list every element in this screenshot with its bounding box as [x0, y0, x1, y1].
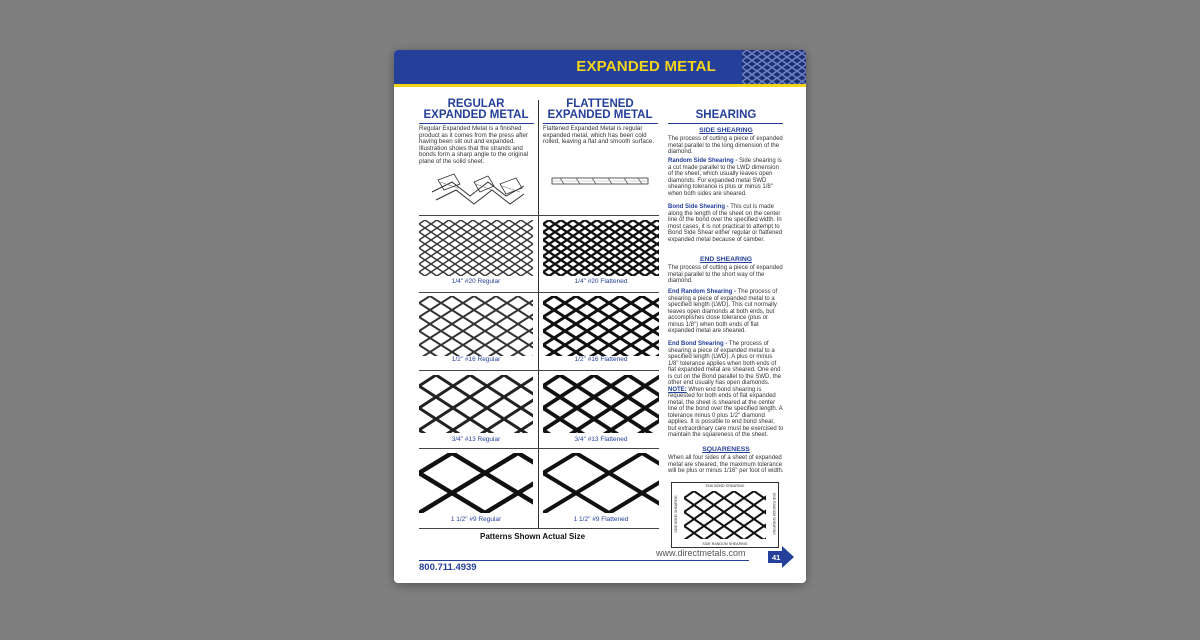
diagram-top-label: END BOND SHEARING	[705, 484, 745, 488]
bond-side-shearing-paragraph	[668, 204, 784, 243]
mesh-caption-regular-4: 1 1/2" #9 Regular	[450, 516, 502, 523]
flattened-title-line2: EXPANDED METAL	[547, 109, 653, 121]
regular-profile-illustration	[430, 170, 526, 210]
shearing-diagram	[671, 482, 779, 548]
regular-description: Regular Expanded Metal is a finished product as it comes from the press after having been slit out and expanded. Illustration shows that the strands and bonds form a sharp angle to the original plane of the solid sheet.	[419, 125, 529, 165]
flattened-title	[540, 99, 660, 121]
mesh-caption-flattened-1: 1/4" #20 Flattened	[574, 278, 628, 285]
squareness-heading: SQUARENESS	[702, 446, 750, 453]
end-shearing-heading: END SHEARING	[699, 256, 753, 263]
mesh-caption-regular-2: 1/2" #16 Regular	[451, 356, 501, 363]
squareness-text: When all four sides of a sheet of expanded metal are sheared, the maximum tolerance will be plus or minus 1/16" per foot of width.	[668, 455, 784, 474]
regular-title-line2: EXPANDED METAL	[423, 109, 529, 121]
column-divider	[538, 100, 539, 528]
end-random-shearing-label: End Random Shearing -	[668, 289, 737, 295]
pattern-grid-top-rule	[419, 215, 659, 216]
footer-rule	[419, 560, 749, 561]
phone-number: 800.711.4939	[419, 562, 477, 573]
pattern-grid-bottom-rule	[419, 528, 659, 529]
regular-title-rule	[419, 123, 534, 124]
diagram-mesh	[684, 491, 766, 539]
mesh-sample-flattened-3	[543, 375, 659, 433]
mesh-sample-regular-3	[419, 375, 535, 433]
pattern-grid-rule-1	[419, 292, 659, 293]
regular-title-line1: REGULAR	[447, 98, 505, 110]
side-shearing-heading: SIDE SHEARING	[699, 127, 753, 134]
website-link[interactable]: www.directmetals.com	[656, 548, 746, 558]
mesh-sample-flattened-2	[543, 296, 659, 356]
mesh-sample-flattened-4	[543, 453, 659, 513]
end-bond-note-text: When end bond shearing is requested for both ends of flat expanded metal, the sheet is sheared at the center line of the bond over the specified length. A tolerance minus 0 plus 1/2" diamond applies. It is possible to end bond shear, but extraordinary care must be exercised to maintain the squareness of the sheet.	[668, 386, 784, 438]
catalog-page	[394, 50, 806, 583]
mesh-caption-flattened-2: 1/2" #16 Flattened	[574, 356, 628, 363]
shearing-title-rule	[668, 123, 783, 124]
diagram-right-label: END RANDOM SHEARING	[772, 493, 776, 535]
flattened-title-rule	[543, 123, 658, 124]
end-bond-shearing-paragraph	[668, 341, 784, 439]
mesh-sample-regular-4	[419, 453, 535, 513]
banner-mesh-image	[742, 50, 806, 84]
banner-title: EXPANDED METAL	[576, 58, 716, 75]
regular-title	[416, 99, 536, 121]
end-random-shearing-text: The process of shearing a piece of expanded metal to a specified length (LWD). This cut normally leaves open diamonds at both ends, but accomplishes close tolerance (plus or minus 1/8") when both ends of flat expanded metal are sheared.	[668, 289, 778, 334]
side-shearing-intro: The process of cutting a piece of expanded metal parallel to the long dimension of the diamond.	[668, 136, 783, 155]
mesh-caption-regular-3: 3/4" #13 Regular	[451, 436, 501, 443]
end-bond-shearing-label: End Bond Shearing -	[668, 341, 728, 347]
mesh-caption-flattened-3: 3/4" #13 Flattened	[574, 436, 628, 443]
end-bond-note-label: NOTE:	[668, 386, 687, 393]
flattened-description: Flattened Expanded Metal is regular expanded metal, which has been cold rolled, leaving a flat and smooth surface.	[543, 125, 655, 146]
pattern-grid-rule-3	[419, 448, 659, 449]
diagram-left-label: SIDE BOND SHEARING	[674, 495, 678, 533]
page-banner	[394, 50, 806, 87]
bond-side-shearing-label: Bond Side Shearing -	[668, 204, 729, 210]
random-side-shearing-paragraph	[668, 158, 784, 197]
random-side-shearing-text: Side shearing is a cut made parallel to the LWD dimension of the sheet, which usually leaves open diamonds. For expanded metal SWD shearing tolerance is plus or minus 1/8" when both sides are sheared.	[668, 158, 782, 197]
flattened-title-line1: FLATTENED	[566, 98, 634, 110]
end-bond-shearing-text: The process of shearing a piece of expanded metal to a specified length (LWD). A plus or minus 1/8" tolerance applies when both ends of flat expanded metal are sheared. One end is cut on the Bond parallel to the SWD, the other end usually has open diamonds.	[668, 341, 782, 386]
mesh-caption-flattened-4: 1 1/2" #9 Flattened	[573, 516, 629, 523]
mesh-sample-regular-1	[419, 220, 535, 276]
flattened-profile-illustration	[550, 174, 650, 188]
bond-side-shearing-text: This cut is made along the length of the sheet on the center line of the bond over the specified width. In most cases, it is not practical to attempt to Bond Side Shear either regular or flattened expanded metal because of camber.	[668, 204, 783, 243]
mesh-caption-regular-1: 1/4" #20 Regular	[451, 278, 501, 285]
diagram-bottom-label: SIDE RANDOM SHEARING	[702, 542, 748, 546]
pattern-grid-rule-2	[419, 370, 659, 371]
page-number: 41	[772, 553, 781, 562]
mesh-sample-regular-2	[419, 296, 535, 356]
end-random-shearing-paragraph	[668, 289, 784, 335]
mesh-sample-flattened-1	[543, 220, 659, 276]
patterns-note: Patterns Shown Actual Size	[480, 532, 586, 541]
end-shearing-intro: The process of cutting a piece of expanded metal parallel to the short way of the diamond.	[668, 265, 783, 284]
random-side-shearing-label: Random Side Shearing -	[668, 158, 738, 164]
shearing-title: SHEARING	[695, 109, 757, 121]
